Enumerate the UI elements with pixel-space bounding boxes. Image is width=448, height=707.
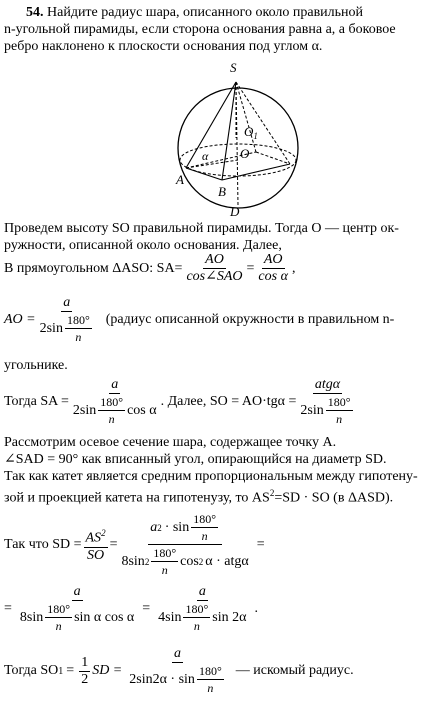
- edge-sd-back: [236, 82, 256, 152]
- sol-line-2: ружности, описанной около основания. Далее,: [4, 238, 282, 253]
- eq-sa-cos: В прямоугольном ΔASO: SA= $\frac{AO}{\text{cos∠SAO}}$ = $\frac{AO}{\text{cos α}}$ ,: [4, 252, 296, 284]
- eq-so1-answer: Тогда SO 1 = $\frac{1}{2}$ SD = a 2sin2α · sin $\frac{180^\circ}{n}$ — искомый радиус.: [4, 646, 354, 695]
- sphere-outline: [178, 88, 298, 208]
- sol-line-1: Проведем высоту SO правильной пирамиды. Тогда O — центр ок-: [4, 221, 399, 236]
- sphere-pyramid-figure: [160, 60, 320, 220]
- label-d: D: [230, 204, 240, 219]
- label-o: O: [240, 146, 250, 161]
- base-back-2: [256, 152, 290, 164]
- base-ab: [186, 168, 222, 180]
- base-bc: [222, 164, 290, 180]
- sol-line-5d: зой и проекцией катета на гипотенузу, то $AS^2=SD$ · SO (в ΔASD).: [4, 488, 394, 506]
- frac-ao-cos-alpha: $\frac{AO}{\text{cos α}}$: [258, 252, 288, 284]
- label-s: S: [230, 60, 237, 75]
- eq-sa-prefix: В прямоугольном ΔASO: SA=: [4, 260, 183, 276]
- sol-line-5c: Так как катет является средним пропорциональным между гипотену-: [4, 469, 418, 484]
- problem-number: 54.: [26, 5, 44, 20]
- eq-sa-so: Тогда SA = a 2sin $\frac{180^\circ}{n}$ cos α . Далее, SO = AO·tgα = atgα 2sin $\frac{180^\circ}{n}$: [4, 377, 351, 426]
- label-alpha: α: [202, 149, 209, 163]
- sol-line-5a: Рассмотрим осевое сечение шара, содержащее точку A.: [4, 435, 337, 450]
- label-b: B: [218, 184, 226, 199]
- eq-ao-note-2: угольнике.: [4, 358, 68, 373]
- label-o1: $O_1$: [244, 124, 258, 141]
- problem-line-2: n-угольной пирамиды, если сторона основания равна a, а боковое: [4, 22, 396, 37]
- eq-sd-simplified: = a 8sin $\frac{180^\circ}{n}$ sin α cos α = a 4sin $\frac{180^\circ}{n}$ sin 2α .: [4, 584, 258, 633]
- frac-ao-cos-sao: $\frac{AO}{\text{cos∠SAO}}$: [186, 252, 243, 284]
- sol-line-5b: ∠SAD = 90° как вписанный угол, опирающийся на диаметр SD.: [4, 452, 387, 467]
- problem-line-3: ребро наклонено к плоскости основания под углом α.: [4, 39, 323, 54]
- problem-line-1: [26, 4, 363, 21]
- label-a: A: [176, 172, 184, 187]
- problem-text-1: Найдите радиус шара, описанного около правильной: [47, 5, 364, 20]
- eq-ao-note: (радиус описанной окружности в правильном n-: [105, 312, 395, 327]
- eq-ao: AO = a 2sin $\frac{180^\circ}{n}$ (радиус описанной окружности в правильном n-: [4, 295, 395, 344]
- radius-ao: [186, 160, 238, 168]
- diameter-sd: [236, 82, 238, 205]
- frac-ao-value: a 2sin $\frac{180^\circ}{n}$: [39, 295, 90, 344]
- eq-sd: Так что SD = $\frac{AS^2}{SO}$ = a 2 · sin $\frac{180^\circ}{n}$ 8sin 2 $\frac{180^\circ}{n}$ cos 2 α · atgα =: [4, 512, 265, 577]
- edge-sb: [222, 82, 236, 180]
